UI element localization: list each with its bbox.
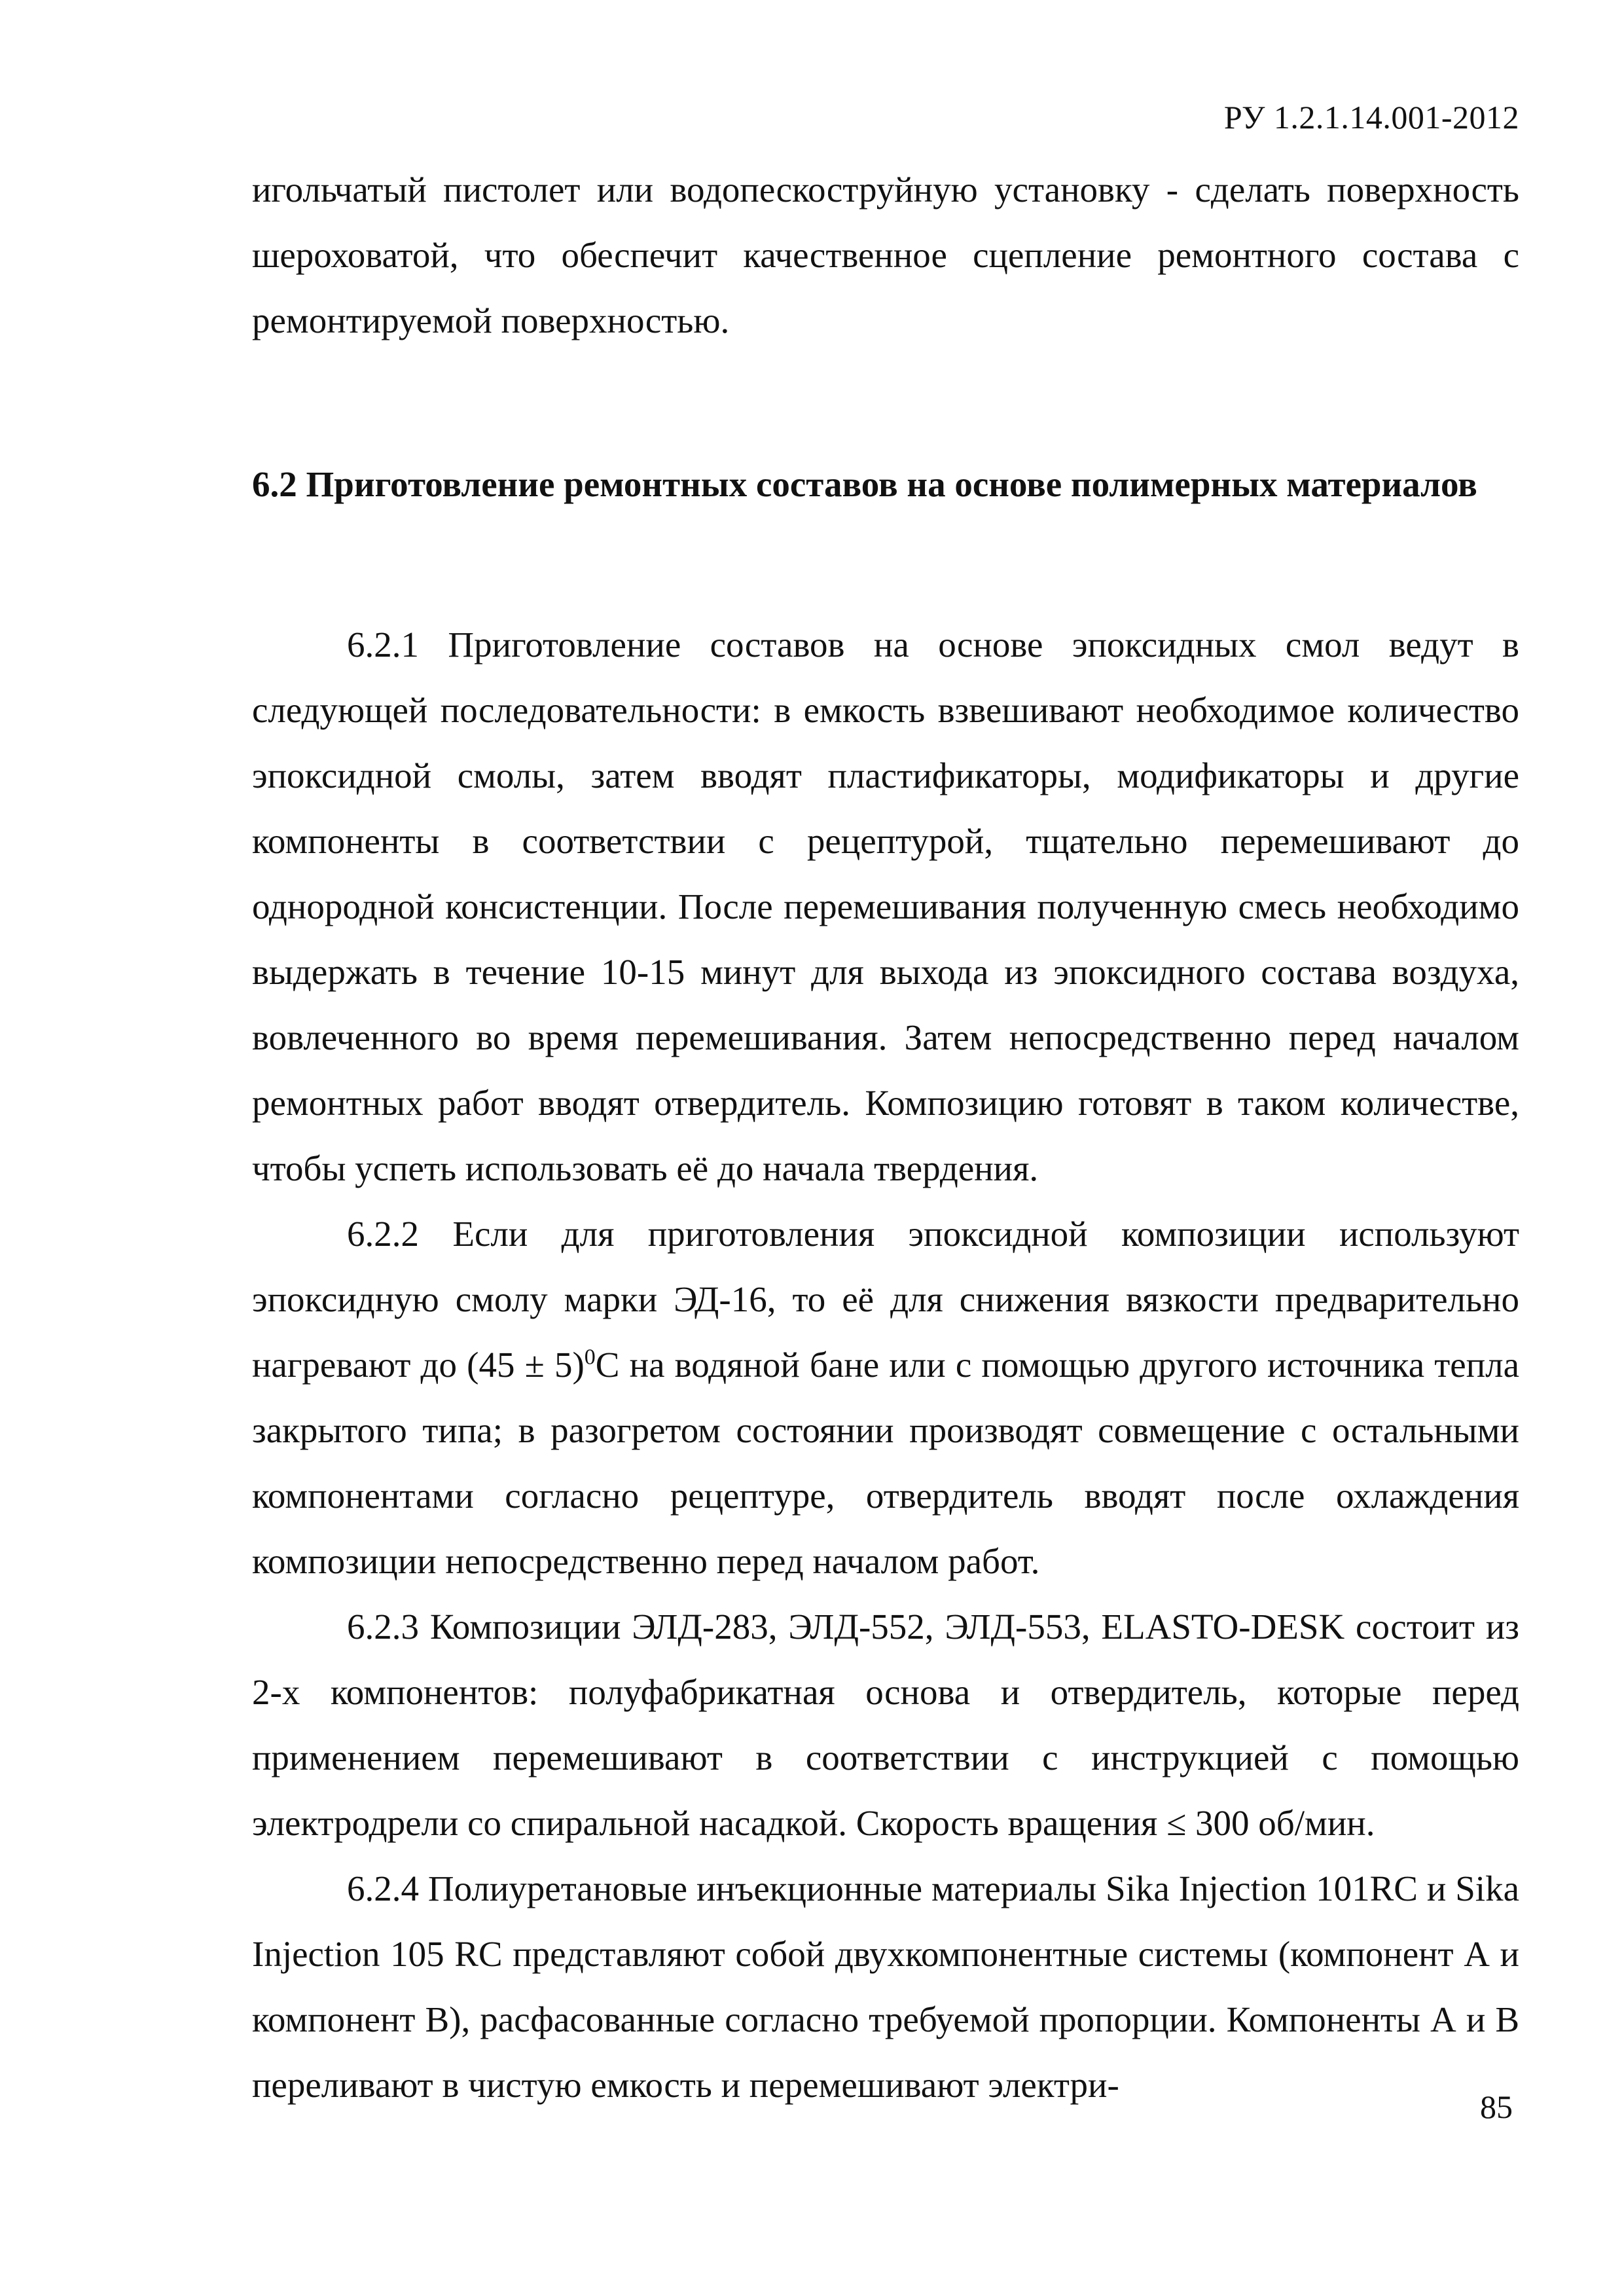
page-body <box>252 157 1519 2118</box>
paragraph-6-2-2-part-b: С на водяной бане или с помощью другого источника тепла закрытого типа; в разогретом состоянии производят совмещение с остальными компонентами согласно рецептуре, отвердитель вводят после охлаждения композиции непосредственно перед началом работ. <box>252 1345 1519 1581</box>
paragraph-6-2-2 <box>252 1201 1519 1594</box>
section-heading: 6.2 Приготовление ремонтных составов на основе полимерных материалов <box>252 464 1477 504</box>
paragraph-continuation: игольчатый пистолет или водопескоструйную установку - сделать поверхность шероховатой, что обеспечит качественное сцепление ремонтного состава с ремонтируемой поверхностью. <box>252 170 1519 340</box>
paragraph-6-2-2-part-a: 6.2.2 Если для приготовления эпоксидной композиции используют эпоксидную смолу марки ЭД-16, то её для снижения вязкости предварительно нагревают до (45 ± 5) <box>252 1214 1519 1385</box>
paragraph-6-2-1: 6.2.1 Приготовление составов на основе эпоксидных смол ведут в следующей последовательности: в емкость взвешивают необходимое количество эпоксидной смолы, затем вводят пластификаторы, модификаторы и другие компоненты в соответствии с рецептурой, тщательно перемешивают до однородной консистенции. После перемешивания полученную смесь необходимо выдержать в течение 10-15 минут для выхода из эпоксидного состава воздуха, вовлеченного во время перемешивания. Затем непосредственно перед началом ремонтных работ вводят отвердитель. Композицию готовят в таком количестве, чтобы успеть использовать её до начала твердения. <box>252 625 1519 1188</box>
page-number: 85 <box>1480 2088 1513 2125</box>
paragraph-6-2-4: 6.2.4 Полиуретановые инъекционные материалы Sika Injection 101RC и Sika Injection 105 RC представляют собой двухкомпонентные системы (компонент А и компонент В), расфасованные согласно требуемой пропорции. Компоненты А и В переливают в чистую емкость и перемешивают электри- <box>252 1868 1519 2105</box>
paragraph-6-2-3: 6.2.3 Композиции ЭЛД-283, ЭЛД-552, ЭЛД-553, ELASTO-DESK состоит из 2-х компонентов: полуфабрикатная основа и отвердитель, которые перед применением перемешивают в соответствии с инструкцией с помощью электродрели со спиральной насадкой. Скорость вращения ≤ 300 об/мин. <box>252 1607 1519 1843</box>
document-code: РУ 1.2.1.14.001-2012 <box>1223 99 1519 136</box>
degree-superscript: 0 <box>584 1345 596 1370</box>
